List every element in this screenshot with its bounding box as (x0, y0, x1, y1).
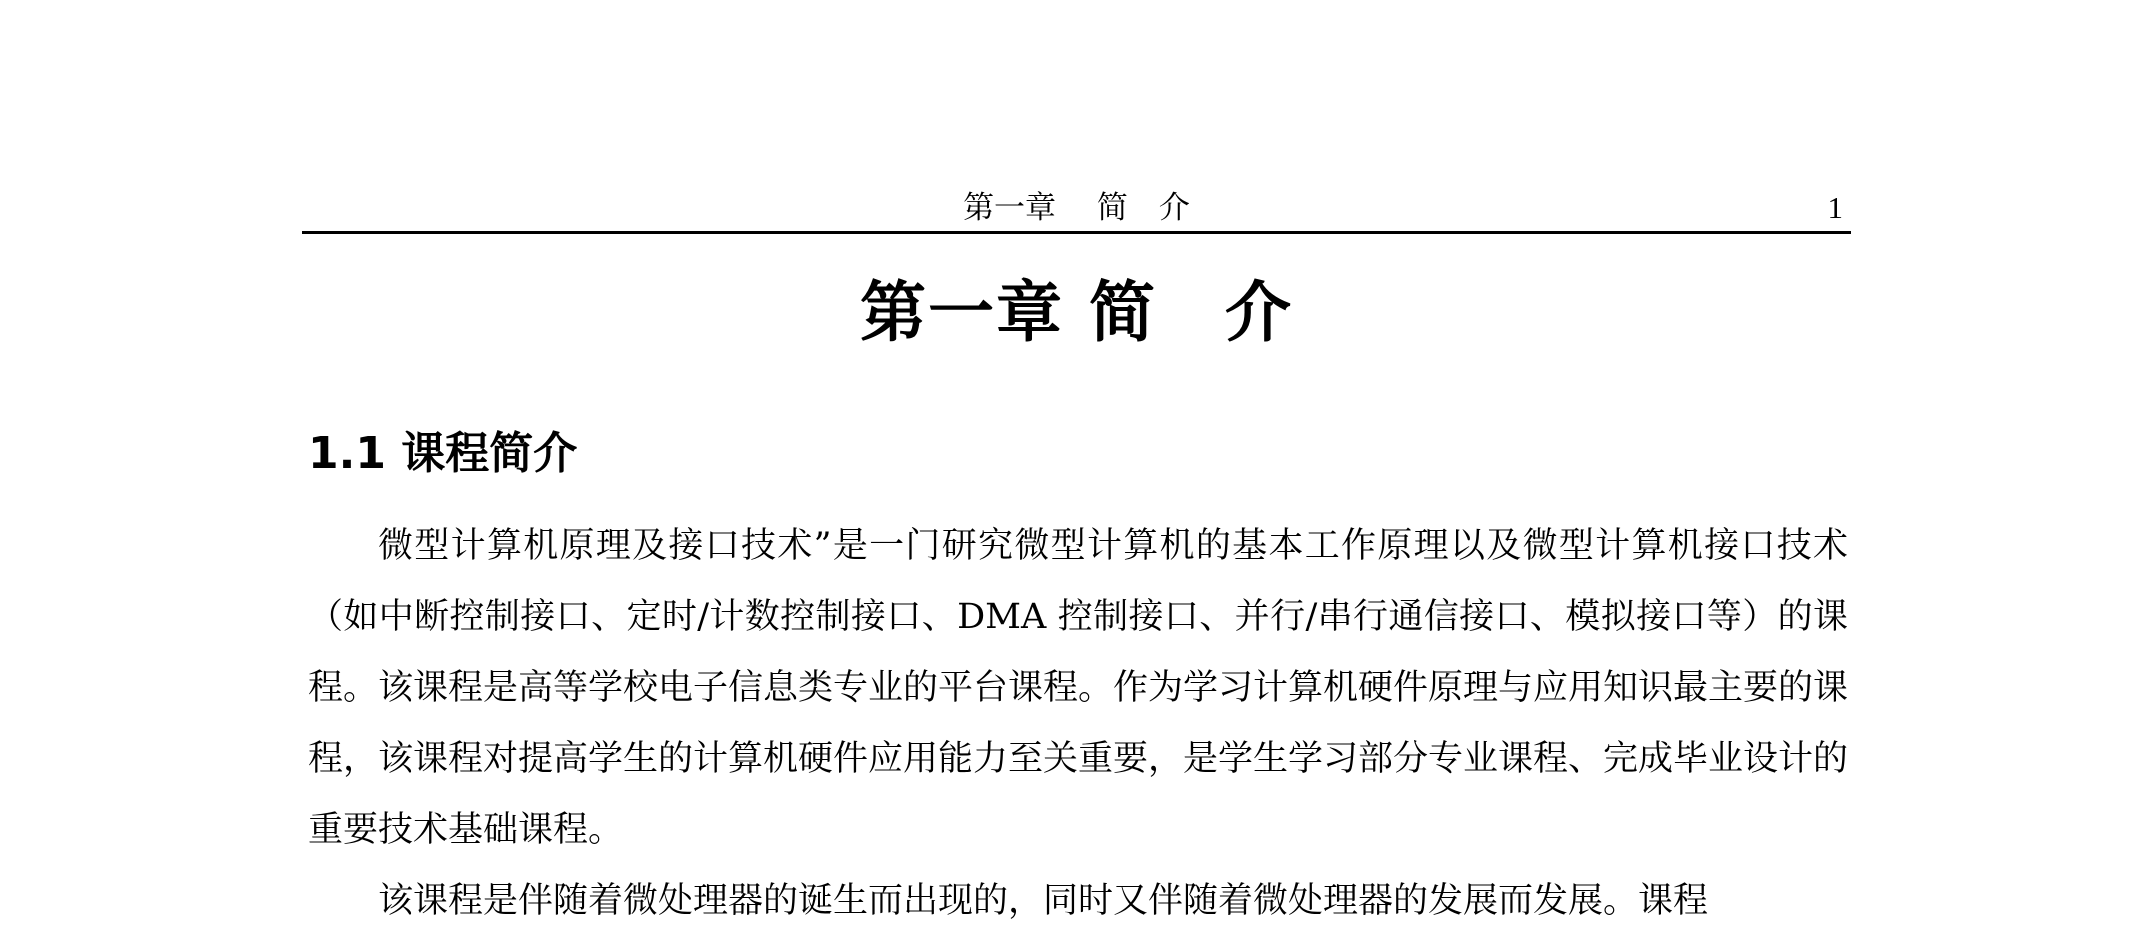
paragraph-course-intro: 微型计算机原理及接口技术”是一门研究微型计算机的基本工作原理以及微型计算机接口技术（如中断控制接口、定时/计数控制接口、DMA 控制接口、并行/串行通信接口、模拟接口等）的课程。该课程是高等学校电子信息类专业的平台课程。作为学习计算机硬件原理与应用知识最主要的课程，该课程对提高学生的计算机硬件应用能力至关重要，是学生学习部分专业课程、完成毕业设计的重要技术基础课程。 (308, 526, 1849, 850)
chapter-title: 第一章 简 介 (860, 274, 1293, 351)
page-number: 1 (1827, 190, 1843, 225)
running-header-title: 第一章 简 介 (963, 190, 1190, 226)
section-heading: 1.1 课程简介 (308, 428, 578, 479)
running-header (302, 186, 1851, 230)
header-rule (302, 231, 1851, 234)
paragraph-course-history: 该课程是伴随着微处理器的诞生而出现的，同时又伴随着微处理器的发展而发展。课程 (378, 881, 1709, 921)
body-text (308, 511, 1848, 937)
